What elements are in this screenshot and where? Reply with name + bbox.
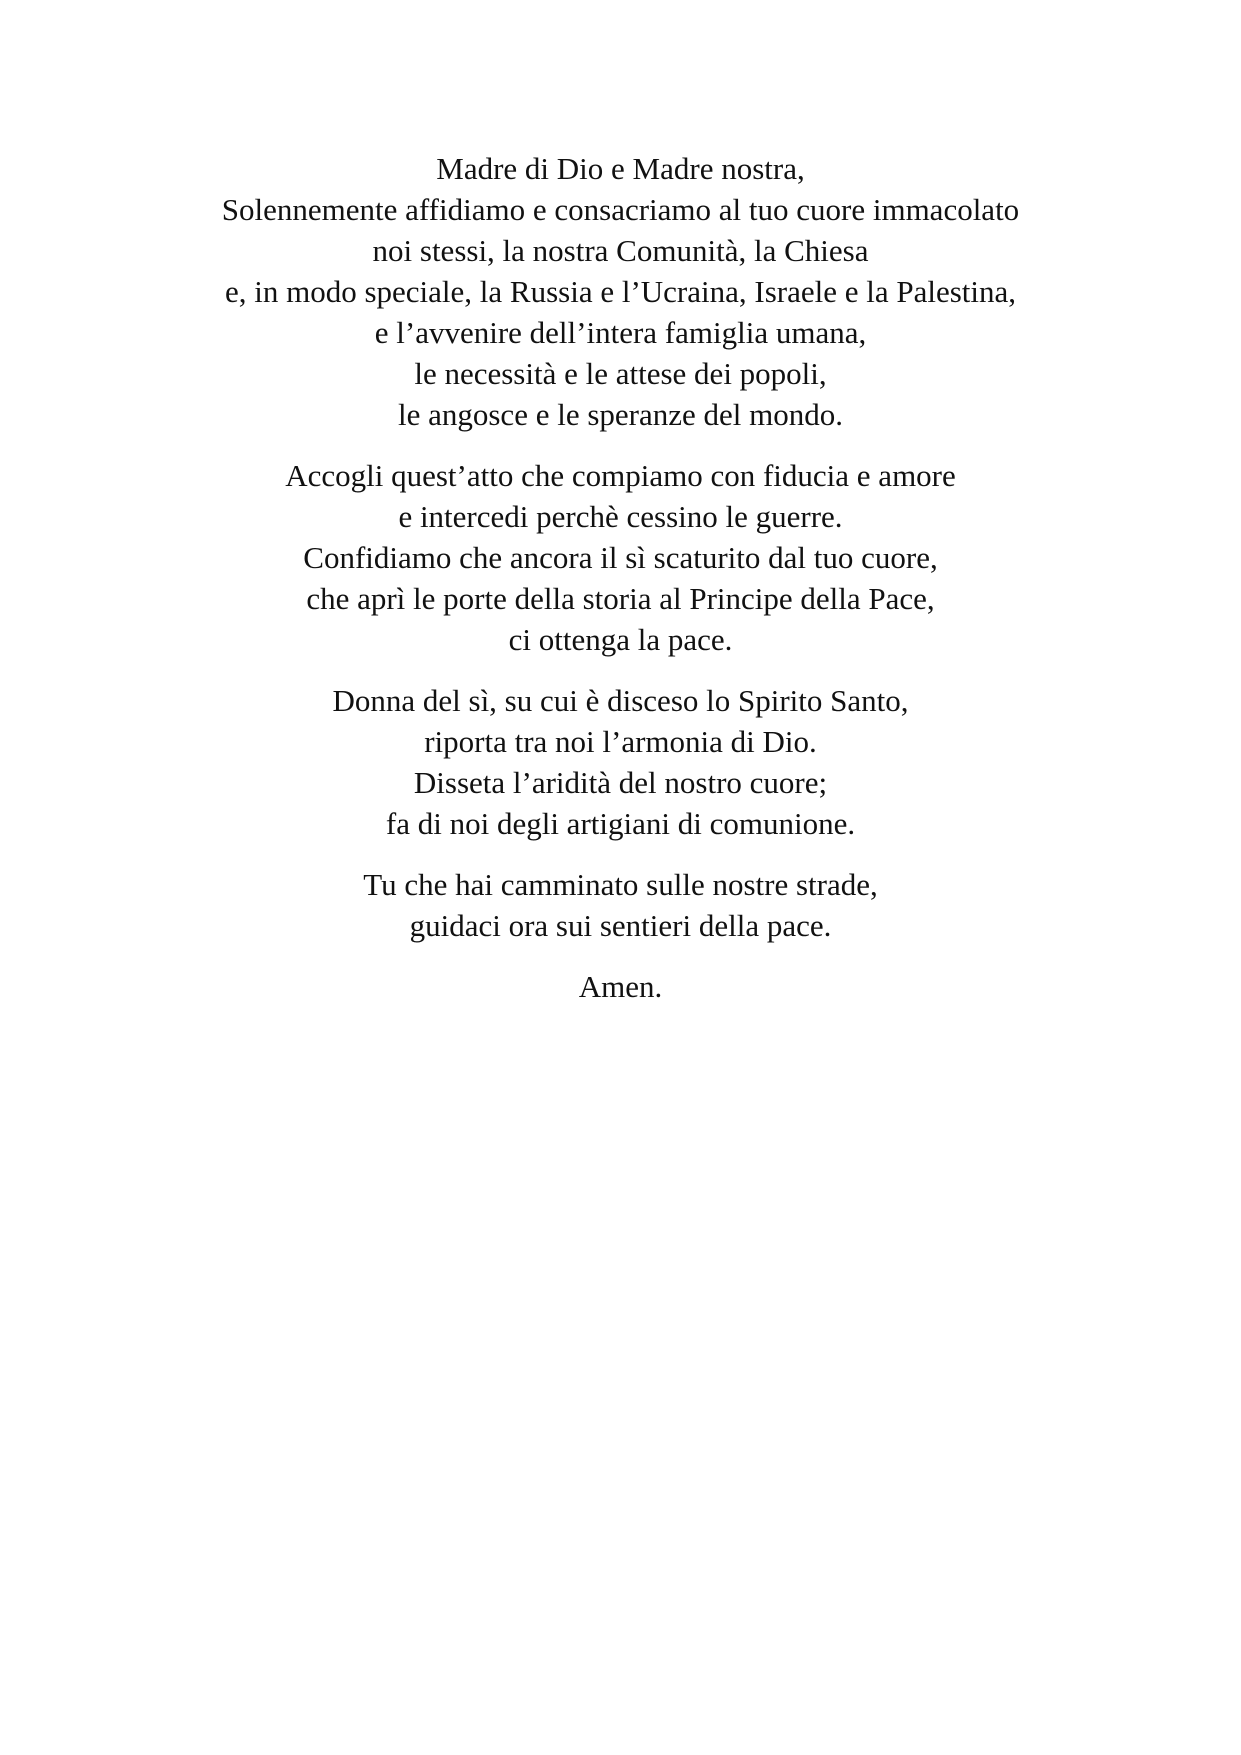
prayer-line: le necessità e le attese dei popoli, bbox=[414, 356, 827, 391]
prayer-line: e, in modo speciale, la Russia e l’Ucraina, Israele e la Palestina, bbox=[224, 274, 1017, 309]
prayer-line: fa di noi degli artigiani di comunione. bbox=[385, 806, 856, 841]
prayer-line: e l’avvenire dell’intera famiglia umana, bbox=[374, 315, 867, 350]
prayer-line: ci ottenga la pace. bbox=[508, 622, 733, 657]
stanza-amen bbox=[0, 966, 1241, 1007]
prayer-line: le angosce e le speranze del mondo. bbox=[397, 397, 843, 432]
stanza bbox=[0, 864, 1241, 946]
prayer-line: guidaci ora sui sentieri della pace. bbox=[409, 908, 832, 943]
prayer-line: Accogli quest’atto che compiamo con fiducia e amore bbox=[285, 458, 956, 493]
stanza bbox=[0, 148, 1241, 435]
prayer-line: Disseta l’aridità del nostro cuore; bbox=[413, 765, 828, 800]
prayer-text bbox=[0, 148, 1241, 1027]
amen-line: Amen. bbox=[578, 969, 663, 1004]
prayer-line: Solennemente affidiamo e consacriamo al tuo cuore immacolato bbox=[221, 192, 1020, 227]
prayer-line: e intercedi perchè cessino le guerre. bbox=[398, 499, 843, 534]
stanza bbox=[0, 455, 1241, 660]
prayer-line: Tu che hai camminato sulle nostre strade, bbox=[363, 867, 878, 902]
prayer-line: Donna del sì, su cui è disceso lo Spirito Santo, bbox=[332, 683, 909, 718]
prayer-line: riporta tra noi l’armonia di Dio. bbox=[424, 724, 817, 759]
prayer-line: che aprì le porte della storia al Principe della Pace, bbox=[306, 581, 935, 616]
stanza bbox=[0, 680, 1241, 844]
prayer-line: noi stessi, la nostra Comunità, la Chiesa bbox=[372, 233, 869, 268]
prayer-line: Confidiamo che ancora il sì scaturito dal tuo cuore, bbox=[303, 540, 938, 575]
prayer-line: Madre di Dio e Madre nostra, bbox=[436, 151, 805, 186]
